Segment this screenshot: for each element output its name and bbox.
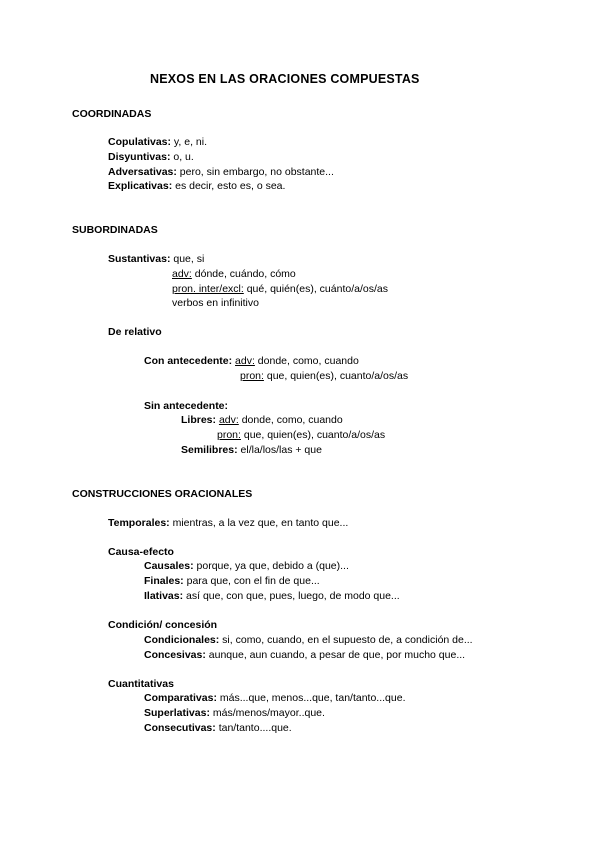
item-text: para que, con el fin de que...: [183, 575, 320, 587]
item-text: aunque, aun cuando, a pesar de que, por mucho que...: [205, 649, 466, 661]
item-label: Con antecedente:: [144, 355, 233, 367]
subheading-condicion-concesion: Condición/ concesión: [108, 619, 218, 631]
item-label: Sustantivas:: [108, 253, 171, 265]
item-label: Condicionales:: [144, 634, 220, 646]
item-text: o, u.: [170, 151, 194, 163]
item-label: Explicativas:: [108, 180, 173, 192]
subheading-cuantitativas: Cuantitativas: [108, 678, 174, 690]
item-text: es decir, esto es, o sea.: [172, 180, 286, 192]
item-text: más/menos/mayor..que.: [209, 707, 325, 719]
list-item: [144, 692, 406, 705]
list-item: [181, 414, 343, 427]
item-text: que, quien(es), cuanto/a/os/as: [263, 370, 409, 382]
item-text: porque, ya que, debido a (que)...: [193, 560, 349, 572]
subheading-de-relativo: De relativo: [108, 326, 162, 338]
item-label: Adversativas:: [108, 166, 177, 178]
item-text: pero, sin embargo, no obstante...: [176, 166, 334, 178]
item-sublabel: adv:: [218, 414, 239, 426]
page-title: NEXOS EN LAS ORACIONES COMPUESTAS: [150, 72, 420, 86]
list-item: [240, 370, 408, 383]
item-label: Consecutivas:: [144, 722, 216, 734]
list-item: [108, 253, 204, 266]
item-label: Concesivas:: [144, 649, 206, 661]
item-label: Libres:: [181, 414, 217, 426]
list-item: [144, 722, 292, 735]
list-item: [108, 517, 348, 530]
list-item: [108, 151, 194, 164]
list-item: [144, 649, 465, 662]
list-item: [181, 444, 322, 457]
item-text: donde, como, cuando: [238, 414, 343, 426]
list-item: [144, 707, 325, 720]
list-item: [144, 400, 228, 413]
list-item: [144, 560, 349, 573]
item-label: Comparativas:: [144, 692, 217, 704]
list-item: [108, 136, 207, 149]
item-sublabel: adv:: [172, 268, 192, 280]
section-heading-coordinadas: COORDINADAS: [72, 108, 152, 120]
item-label: Superlativas:: [144, 707, 210, 719]
list-item: [217, 429, 385, 442]
item-text: que, quien(es), cuanto/a/os/as: [240, 429, 386, 441]
item-text: mientras, a la vez que, en tanto que...: [169, 517, 349, 529]
item-text: si, como, cuando, en el supuesto de, a condición de...: [219, 634, 473, 646]
item-text: más...que, menos...que, tan/tanto...que.: [216, 692, 406, 704]
item-label: Finales:: [144, 575, 184, 587]
list-item: [172, 283, 388, 296]
item-label: Sin antecedente:: [144, 400, 229, 412]
item-text: tan/tanto....que.: [215, 722, 292, 734]
item-text: el/la/los/las + que: [237, 444, 322, 456]
list-item: [172, 268, 296, 281]
item-label: Ilativas:: [144, 590, 184, 602]
item-text: así que, con que, pues, luego, de modo que...: [183, 590, 400, 602]
item-label: Copulativas:: [108, 136, 172, 148]
item-sublabel: adv:: [235, 355, 255, 367]
item-text: que, si: [170, 253, 205, 265]
item-label: Disyuntivas:: [108, 151, 171, 163]
section-heading-construcciones: CONSTRUCCIONES ORACIONALES: [72, 488, 253, 500]
list-item: [108, 166, 334, 179]
item-text: dónde, cuándo, cómo: [191, 268, 296, 280]
item-sublabel: pron:: [240, 370, 264, 382]
item-sublabel: pron:: [217, 429, 241, 441]
item-label: Semilibres:: [181, 444, 238, 456]
list-item: verbos en infinitivo: [172, 297, 259, 309]
section-heading-subordinadas: SUBORDINADAS: [72, 224, 158, 236]
list-item: [144, 590, 400, 603]
item-label: Temporales:: [108, 517, 170, 529]
subheading-causa-efecto: Causa-efecto: [108, 546, 174, 558]
item-text: qué, quién(es), cuánto/a/os/as: [243, 283, 388, 295]
list-item: [144, 575, 320, 588]
item-text: y, e, ni.: [171, 136, 208, 148]
list-item: [144, 634, 473, 647]
list-item: [144, 355, 359, 368]
item-text: donde, como, cuando: [254, 355, 359, 367]
item-label: Causales:: [144, 560, 194, 572]
list-item: [108, 180, 285, 193]
item-sublabel: pron. inter/excl:: [172, 283, 244, 295]
